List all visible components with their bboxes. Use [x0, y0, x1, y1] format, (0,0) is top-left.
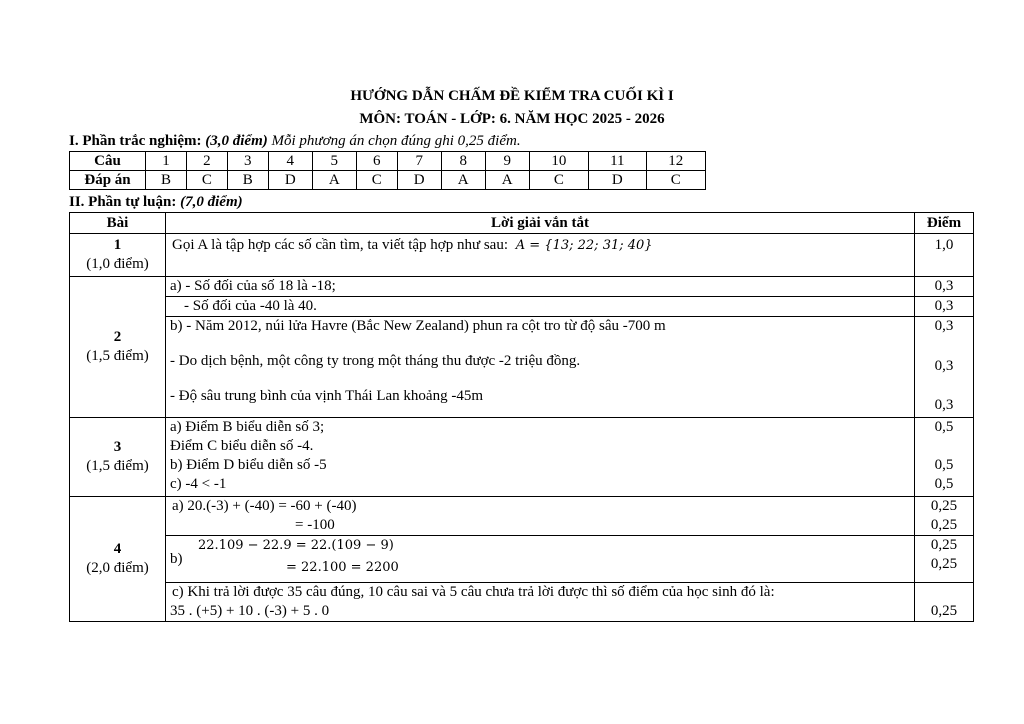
mc-question-cell: 11 [589, 152, 646, 171]
mc-question-cell: 8 [441, 152, 485, 171]
mc-question-cell: 9 [485, 152, 529, 171]
mc-answer-cell: A [441, 171, 485, 190]
mc-answer-cell: C [529, 171, 588, 190]
q3-line4: c) -4 < -1 [170, 476, 227, 492]
mc-answer-cell: B [227, 171, 268, 190]
mc-question-cell: 12 [646, 152, 705, 171]
q4-score3: 0,25 [930, 537, 958, 553]
mc-answer-row [70, 171, 706, 190]
mc-answer-cell: A [312, 171, 356, 190]
mc-answer-table [69, 151, 706, 190]
q4b-score-cell [915, 536, 974, 583]
doc-title-line1: HƯỚNG DẪN CHẤM ĐỀ KIỂM TRA CUỐI KÌ I [350, 88, 674, 104]
q1-bai-cell [70, 234, 166, 277]
mc-question-cell: 6 [356, 152, 397, 171]
q3-solution [166, 418, 915, 497]
q2-score2: 0,3 [934, 298, 954, 314]
mc-question-cell: 2 [186, 152, 227, 171]
q1-score-cell [915, 234, 974, 277]
q3-line3: b) Điểm D biểu diễn số -5 [170, 457, 327, 473]
bai-header: Bài [70, 213, 166, 234]
q2-row-b [70, 317, 974, 418]
q4-points: (2,0 điểm) [86, 560, 149, 576]
mc-answer-cell: B [146, 171, 187, 190]
mc-answer-cell: D [397, 171, 441, 190]
q2a-line2: - Số đối của -40 là 40. [166, 297, 915, 317]
mc-answer-cell: C [356, 171, 397, 190]
section1-points: (3,0 điểm) [205, 133, 268, 149]
section2-label: II. Phần tự luận: [69, 194, 177, 210]
q4c-cell [166, 583, 915, 622]
q2b-line3: - Độ sâu trung bình của vịnh Thái Lan khoảng -45m [170, 388, 483, 404]
mc-answer-cell: A [485, 171, 529, 190]
q1-number: 1 [113, 237, 122, 253]
q3-score3: 0,5 [934, 476, 954, 492]
q4b-cell [166, 536, 915, 583]
q4b-line1: 22.109 − 22.9 = 22.(109 − 9) [198, 538, 394, 553]
score-header: Điểm [915, 213, 974, 234]
q4-score2: 0,25 [930, 517, 958, 533]
mc-answer-cell: D [268, 171, 312, 190]
mc-question-cell: 10 [529, 152, 588, 171]
mc-answer-header: Đáp án [70, 171, 146, 190]
mc-question-cell: 3 [227, 152, 268, 171]
q3-points: (1,5 điểm) [86, 458, 149, 474]
mc-answer-cell: C [646, 171, 705, 190]
mc-question-cell: 4 [268, 152, 312, 171]
q3-number: 3 [113, 439, 122, 455]
mc-question-header: Câu [70, 152, 146, 171]
mc-question-cell: 7 [397, 152, 441, 171]
q2-score1: 0,3 [934, 278, 954, 294]
q2b-line1: b) - Năm 2012, núi lửa Havre (Bắc New Zealand) phun ra cột tro từ độ sâu -700 m [170, 318, 666, 334]
q4b-line2: = 22.100 = 2200 [286, 560, 399, 575]
q2-bai-cell [70, 277, 166, 418]
q2b-cell [166, 317, 915, 418]
q2-score4: 0,3 [934, 358, 954, 374]
q2-score3: 0,3 [934, 318, 954, 334]
q4a-line2: = -100 [295, 517, 335, 533]
section1-heading [69, 133, 521, 150]
q4a-cell [166, 497, 915, 536]
q2-number: 2 [113, 329, 122, 345]
mc-answer-cell: D [589, 171, 646, 190]
q1-text: Gọi A là tập hợp các số cần tìm, ta viết tập hợp như sau: [172, 237, 509, 253]
mc-question-cell: 1 [146, 152, 187, 171]
q4b-label: b) [170, 551, 183, 567]
q4-number: 4 [113, 541, 122, 557]
q2-score1-cell [915, 277, 974, 297]
q1-set-formula: A = {13; 22; 31; 40} [515, 238, 653, 253]
essay-answer-table [69, 212, 974, 622]
q4a-line1: a) 20.(-3) + (-40) = -60 + (-40) [172, 498, 357, 514]
mc-question-cell: 5 [312, 152, 356, 171]
q4c-score-cell [915, 583, 974, 622]
q3-line2: Điểm C biểu diễn số -4. [170, 438, 314, 454]
essay-header-row [70, 213, 974, 234]
q4-row-b [70, 536, 974, 583]
q4c-line1: c) Khi trả lời được 35 câu đúng, 10 câu sai và 5 câu chưa trả lời được thì số điểm của học sinh đó là: [172, 584, 775, 600]
doc-title-line2: MÔN: TOÁN - LỚP: 6. NĂM HỌC 2025 - 2026 [359, 111, 665, 127]
q2b-line2: - Do dịch bệnh, một công ty trong một tháng thu được -2 triệu đồng. [170, 353, 581, 369]
section1-note: Mỗi phương án chọn đúng ghi 0,25 điểm. [271, 133, 521, 149]
q3-score2: 0,5 [934, 457, 954, 473]
q4-score4: 0,25 [930, 556, 958, 572]
q2a-line1: a) - Số đối của số 18 là -18; [166, 277, 915, 297]
q4-row-c [70, 583, 974, 622]
mc-answer-cell: C [186, 171, 227, 190]
q1-points: (1,0 điểm) [86, 256, 149, 272]
q3-row [70, 418, 974, 497]
q3-score1: 0,5 [934, 419, 954, 435]
mc-question-row [70, 152, 706, 171]
q2-row-a1 [70, 277, 974, 297]
solution-header: Lời giải vắn tắt [166, 213, 915, 234]
q2-score2-cell [915, 297, 974, 317]
q2-row-a2 [70, 297, 974, 317]
q4-score1: 0,25 [930, 498, 958, 514]
q4-bai-cell [70, 497, 166, 622]
q2-score5: 0,3 [934, 397, 954, 413]
q1-solution [166, 234, 915, 277]
q4-row-a [70, 497, 974, 536]
q4a-score-cell [915, 497, 974, 536]
q2-points: (1,5 điểm) [86, 348, 149, 364]
q3-line1: a) Điểm B biểu diễn số 3; [170, 419, 325, 435]
section2-heading [69, 194, 243, 211]
q4-score5: 0,25 [930, 603, 958, 619]
q3-bai-cell [70, 418, 166, 497]
section1-label: I. Phần trắc nghiệm: [69, 133, 202, 149]
q1-row [70, 234, 974, 277]
q2b-score-cell [915, 317, 974, 418]
q3-score-cell [915, 418, 974, 497]
q4c-line2: 35 . (+5) + 10 . (-3) + 5 . 0 [170, 603, 330, 619]
section2-points: (7,0 điểm) [180, 194, 243, 210]
q1-score: 1,0 [934, 237, 954, 253]
